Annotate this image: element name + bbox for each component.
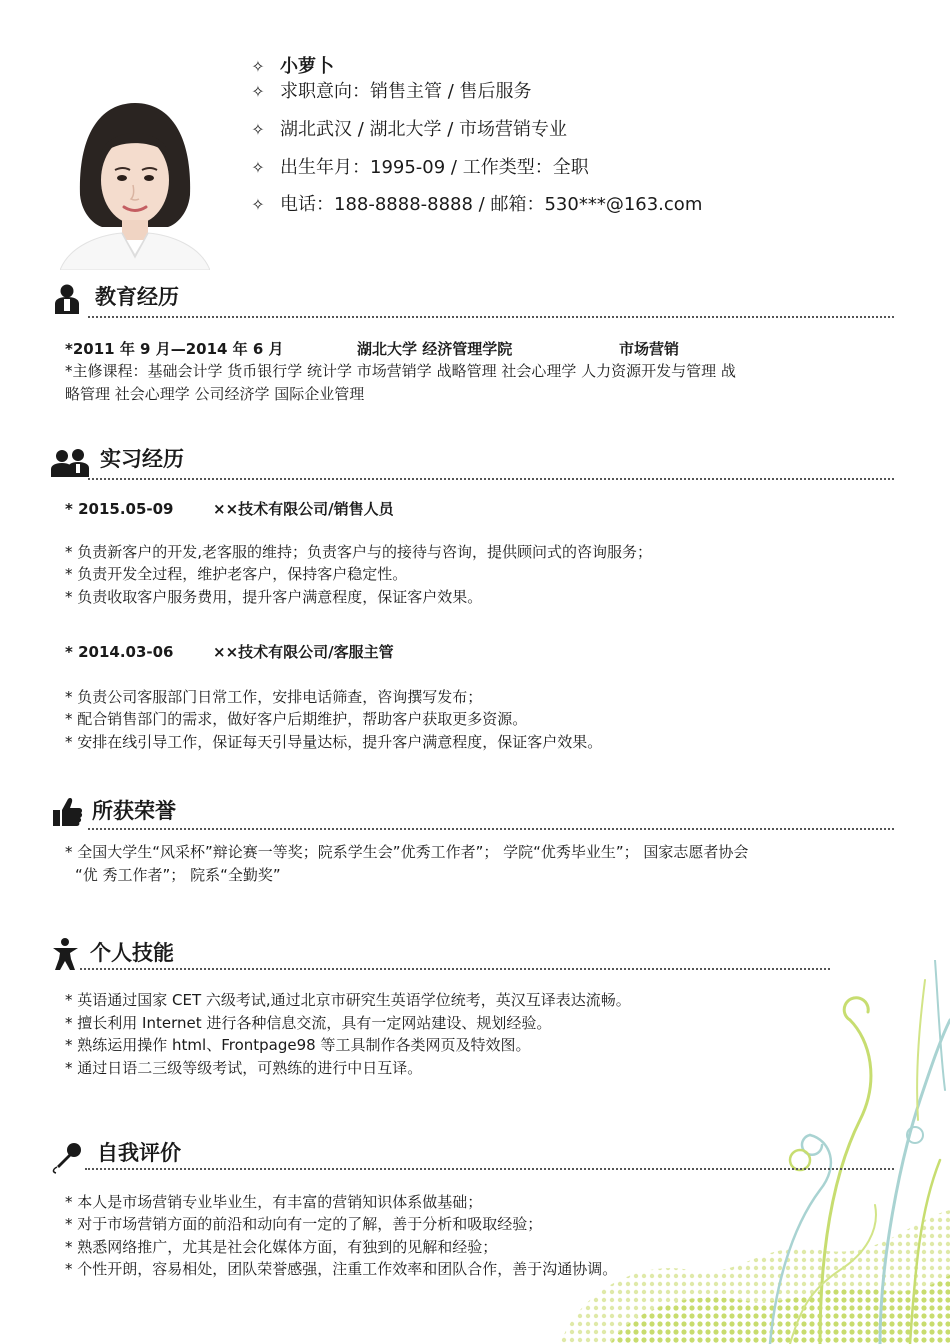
self-eval-item: * 个性开朗，容易相处，团队荣誉感强，注重工作效率和团队合作，善于沟通协调。 bbox=[65, 1260, 618, 1278]
education-period: *2011 年 9 月—2014 年 6 月 bbox=[65, 340, 284, 358]
honors-line1: * 全国大学生“风采杯”辩论赛一等奖；院系学生会”优秀工作者”； 学院“优秀毕业生”； 国家志愿者协会 bbox=[65, 843, 749, 861]
birth-worktype-row bbox=[248, 156, 589, 180]
contact-row bbox=[248, 193, 702, 217]
skill-item: * 擅长利用 Internet 进行各种信息交流，具有一定网站建设、规划经验。 bbox=[65, 1014, 552, 1032]
skill-item: * 英语通过国家 CET 六级考试,通过北京市研究生英语学位统考，英汉互译表达流畅。 bbox=[65, 991, 631, 1009]
honors-title: 所获荣誉 bbox=[92, 799, 176, 823]
location-school-row bbox=[248, 118, 567, 142]
job-date: * 2014.03-06 bbox=[65, 643, 174, 661]
education-title: 教育经历 bbox=[95, 285, 179, 309]
sparkle-bullet-icon: ✧ bbox=[251, 195, 265, 214]
job-duty: * 配合销售部门的需求，做好客户后期维护，帮助客户获取更多资源。 bbox=[65, 710, 528, 728]
people-icon bbox=[50, 445, 90, 479]
section-divider bbox=[85, 1168, 894, 1170]
section-divider bbox=[88, 316, 894, 318]
job-duty: * 负责公司客服部门日常工作，安排电话筛查，咨询撰写发布； bbox=[65, 688, 483, 706]
honors-line2: “优 秀工作者”； 院系“全勤奖” bbox=[75, 866, 281, 884]
job-company: ××技术有限公司/销售人员 bbox=[213, 500, 394, 518]
location-school: 湖北武汉 / 湖北大学 / 市场营销专业 bbox=[280, 119, 568, 140]
thumbs-up-icon bbox=[50, 795, 84, 829]
education-courses-line1: *主修课程：基础会计学 货币银行学 统计学 市场营销学 战略管理 社会心理学 人力资源开发与管理 战 bbox=[65, 362, 736, 380]
skills-title: 个人技能 bbox=[90, 941, 174, 965]
education-school: 湖北大学 经济管理学院 bbox=[357, 340, 513, 358]
sparkle-bullet-icon: ✧ bbox=[251, 57, 265, 76]
birth-worktype: 出生年月：1995-09 / 工作类型：全职 bbox=[280, 157, 589, 178]
job-intention-row bbox=[248, 80, 532, 104]
self-eval-item: * 熟悉网络推广，尤其是社会化媒体方面，有独到的见解和经验； bbox=[65, 1238, 498, 1256]
sparkle-bullet-icon: ✧ bbox=[251, 82, 265, 101]
skill-item: * 熟练运用操作 html、Frontpage98 等工具制作各类网页及特效图。 bbox=[65, 1036, 531, 1054]
profile-name-row bbox=[248, 55, 334, 79]
standing-person-icon bbox=[50, 937, 84, 971]
person-icon bbox=[50, 282, 84, 316]
sparkle-bullet-icon: ✧ bbox=[251, 120, 265, 139]
profile-photo bbox=[60, 95, 210, 270]
decorative-vine-background bbox=[520, 960, 950, 1344]
education-major: 市场营销 bbox=[619, 340, 680, 358]
profile-name: 小萝卜 bbox=[280, 56, 334, 77]
job-duty: * 负责新客户的开发,老客服的维持；负责客户与的接待与咨询，提供顾问式的咨询服务； bbox=[65, 543, 653, 561]
education-courses-line2: 略管理 社会心理学 公司经济学 国际企业管理 bbox=[65, 385, 365, 403]
job-duty: * 负责收取客户服务费用，提升客户满意程度，保证客户效果。 bbox=[65, 588, 483, 606]
self-eval-item: * 对于市场营销方面的前沿和动向有一定的了解，善于分析和吸取经验； bbox=[65, 1215, 543, 1233]
job-duty: * 负责开发全过程，维护老客户，保持客户稳定性。 bbox=[65, 565, 408, 583]
job-intention: 求职意向：销售主管 / 售后服务 bbox=[280, 81, 532, 102]
section-divider bbox=[88, 478, 894, 480]
section-divider bbox=[88, 828, 894, 830]
job-company: ××技术有限公司/客服主管 bbox=[213, 643, 394, 661]
contact-info: 电话：188-8888-8888 / 邮箱：530***@163.com bbox=[280, 194, 703, 215]
self-eval-title: 自我评价 bbox=[97, 1141, 181, 1165]
skill-item: * 通过日语二三级等级考试，可熟练的进行中日互译。 bbox=[65, 1059, 423, 1077]
sparkle-bullet-icon: ✧ bbox=[251, 158, 265, 177]
internship-title: 实习经历 bbox=[100, 447, 184, 471]
microphone-icon bbox=[50, 1140, 84, 1174]
job-duty: * 安排在线引导工作，保证每天引导量达标，提升客户满意程度，保证客户效果。 bbox=[65, 733, 603, 751]
job-date: * 2015.05-09 bbox=[65, 500, 174, 518]
section-divider bbox=[80, 968, 830, 970]
self-eval-item: * 本人是市场营销专业毕业生，有丰富的营销知识体系做基础； bbox=[65, 1193, 483, 1211]
